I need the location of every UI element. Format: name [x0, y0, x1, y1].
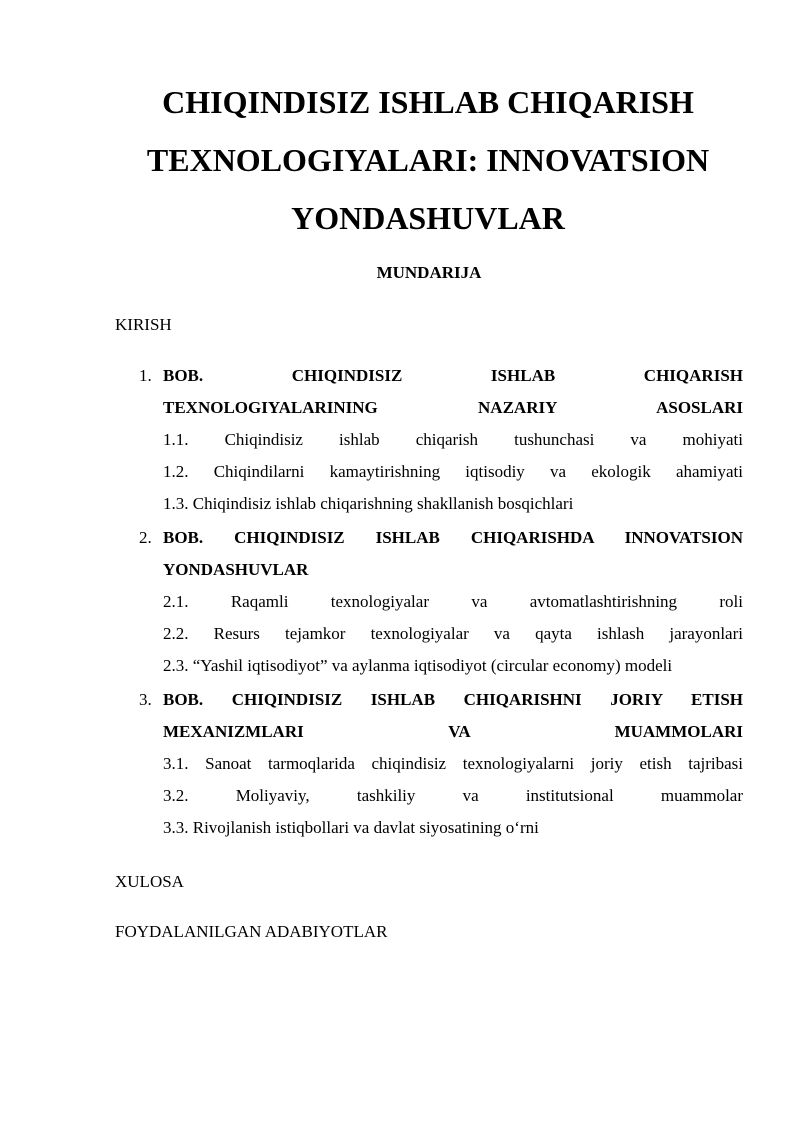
chapter-title-line: MEXANIZMLARI VA MUAMMOLARI — [163, 722, 743, 741]
title-line: TEXNOLOGIYALARI: INNOVATSION — [146, 142, 710, 178]
toc-section: 3.2. Moliyaviy, tashkiliy va institutsional muammolar — [163, 786, 743, 805]
toc-section: 3.1. Sanoat tarmoqlarida chiqindisiz texnologiyalarni joriy etish tajribasi — [163, 754, 743, 773]
chapter-number: 3. — [139, 690, 152, 709]
toc-heading: MUNDARIJA — [376, 263, 482, 282]
chapter-title-line: BOB. CHIQINDISIZ ISHLAB CHIQARISHNI JORIY ETISH — [163, 690, 743, 709]
chapter-number: 1. — [139, 366, 152, 385]
toc-entry-intro: KIRISH — [115, 315, 172, 334]
toc-section: 3.3. Rivojlanish istiqbollari va davlat siyosatining o‘rni — [163, 818, 539, 837]
toc-chapter-1 — [115, 360, 743, 520]
toc-section: 2.3. “Yashil iqtisodiyot” va aylanma iqtisodiyot (circular economy) modeli — [163, 656, 673, 675]
toc-section: 1.1. Chiqindisiz ishlab chiqarish tushunchasi va mohiyati — [163, 430, 743, 449]
document-title — [100, 73, 756, 247]
chapter-title-line: YONDASHUVLAR — [163, 560, 309, 579]
toc-chapter-3 — [115, 684, 743, 844]
chapter-title-line: TEXNOLOGIYALARINING NAZARIY ASOSLARI — [163, 398, 743, 417]
toc-section: 2.1. Raqamli texnologiyalar va avtomatlashtirishning roli — [163, 592, 743, 611]
title-line: CHIQINDISIZ ISHLAB CHIQARISH — [162, 84, 694, 120]
toc-entry-references: FOYDALANILGAN ADABIYOTLAR — [115, 922, 388, 941]
chapter-number: 2. — [139, 528, 152, 547]
toc-entry-conclusion: XULOSA — [115, 872, 184, 891]
toc-section: 1.3. Chiqindisiz ishlab chiqarishning shakllanish bosqichlari — [163, 494, 574, 513]
toc-chapter-2 — [115, 522, 743, 682]
chapter-title-line: BOB. CHIQINDISIZ ISHLAB CHIQARISHDA INNOVATSION — [163, 528, 743, 547]
toc-section: 2.2. Resurs tejamkor texnologiyalar va qayta ishlash jarayonlari — [163, 624, 743, 643]
title-line: YONDASHUVLAR — [291, 200, 565, 236]
chapter-title-line: BOB. CHIQINDISIZ ISHLAB CHIQARISH — [163, 366, 743, 385]
toc-section: 1.2. Chiqindilarni kamaytirishning iqtisodiy va ekologik ahamiyati — [163, 462, 743, 481]
